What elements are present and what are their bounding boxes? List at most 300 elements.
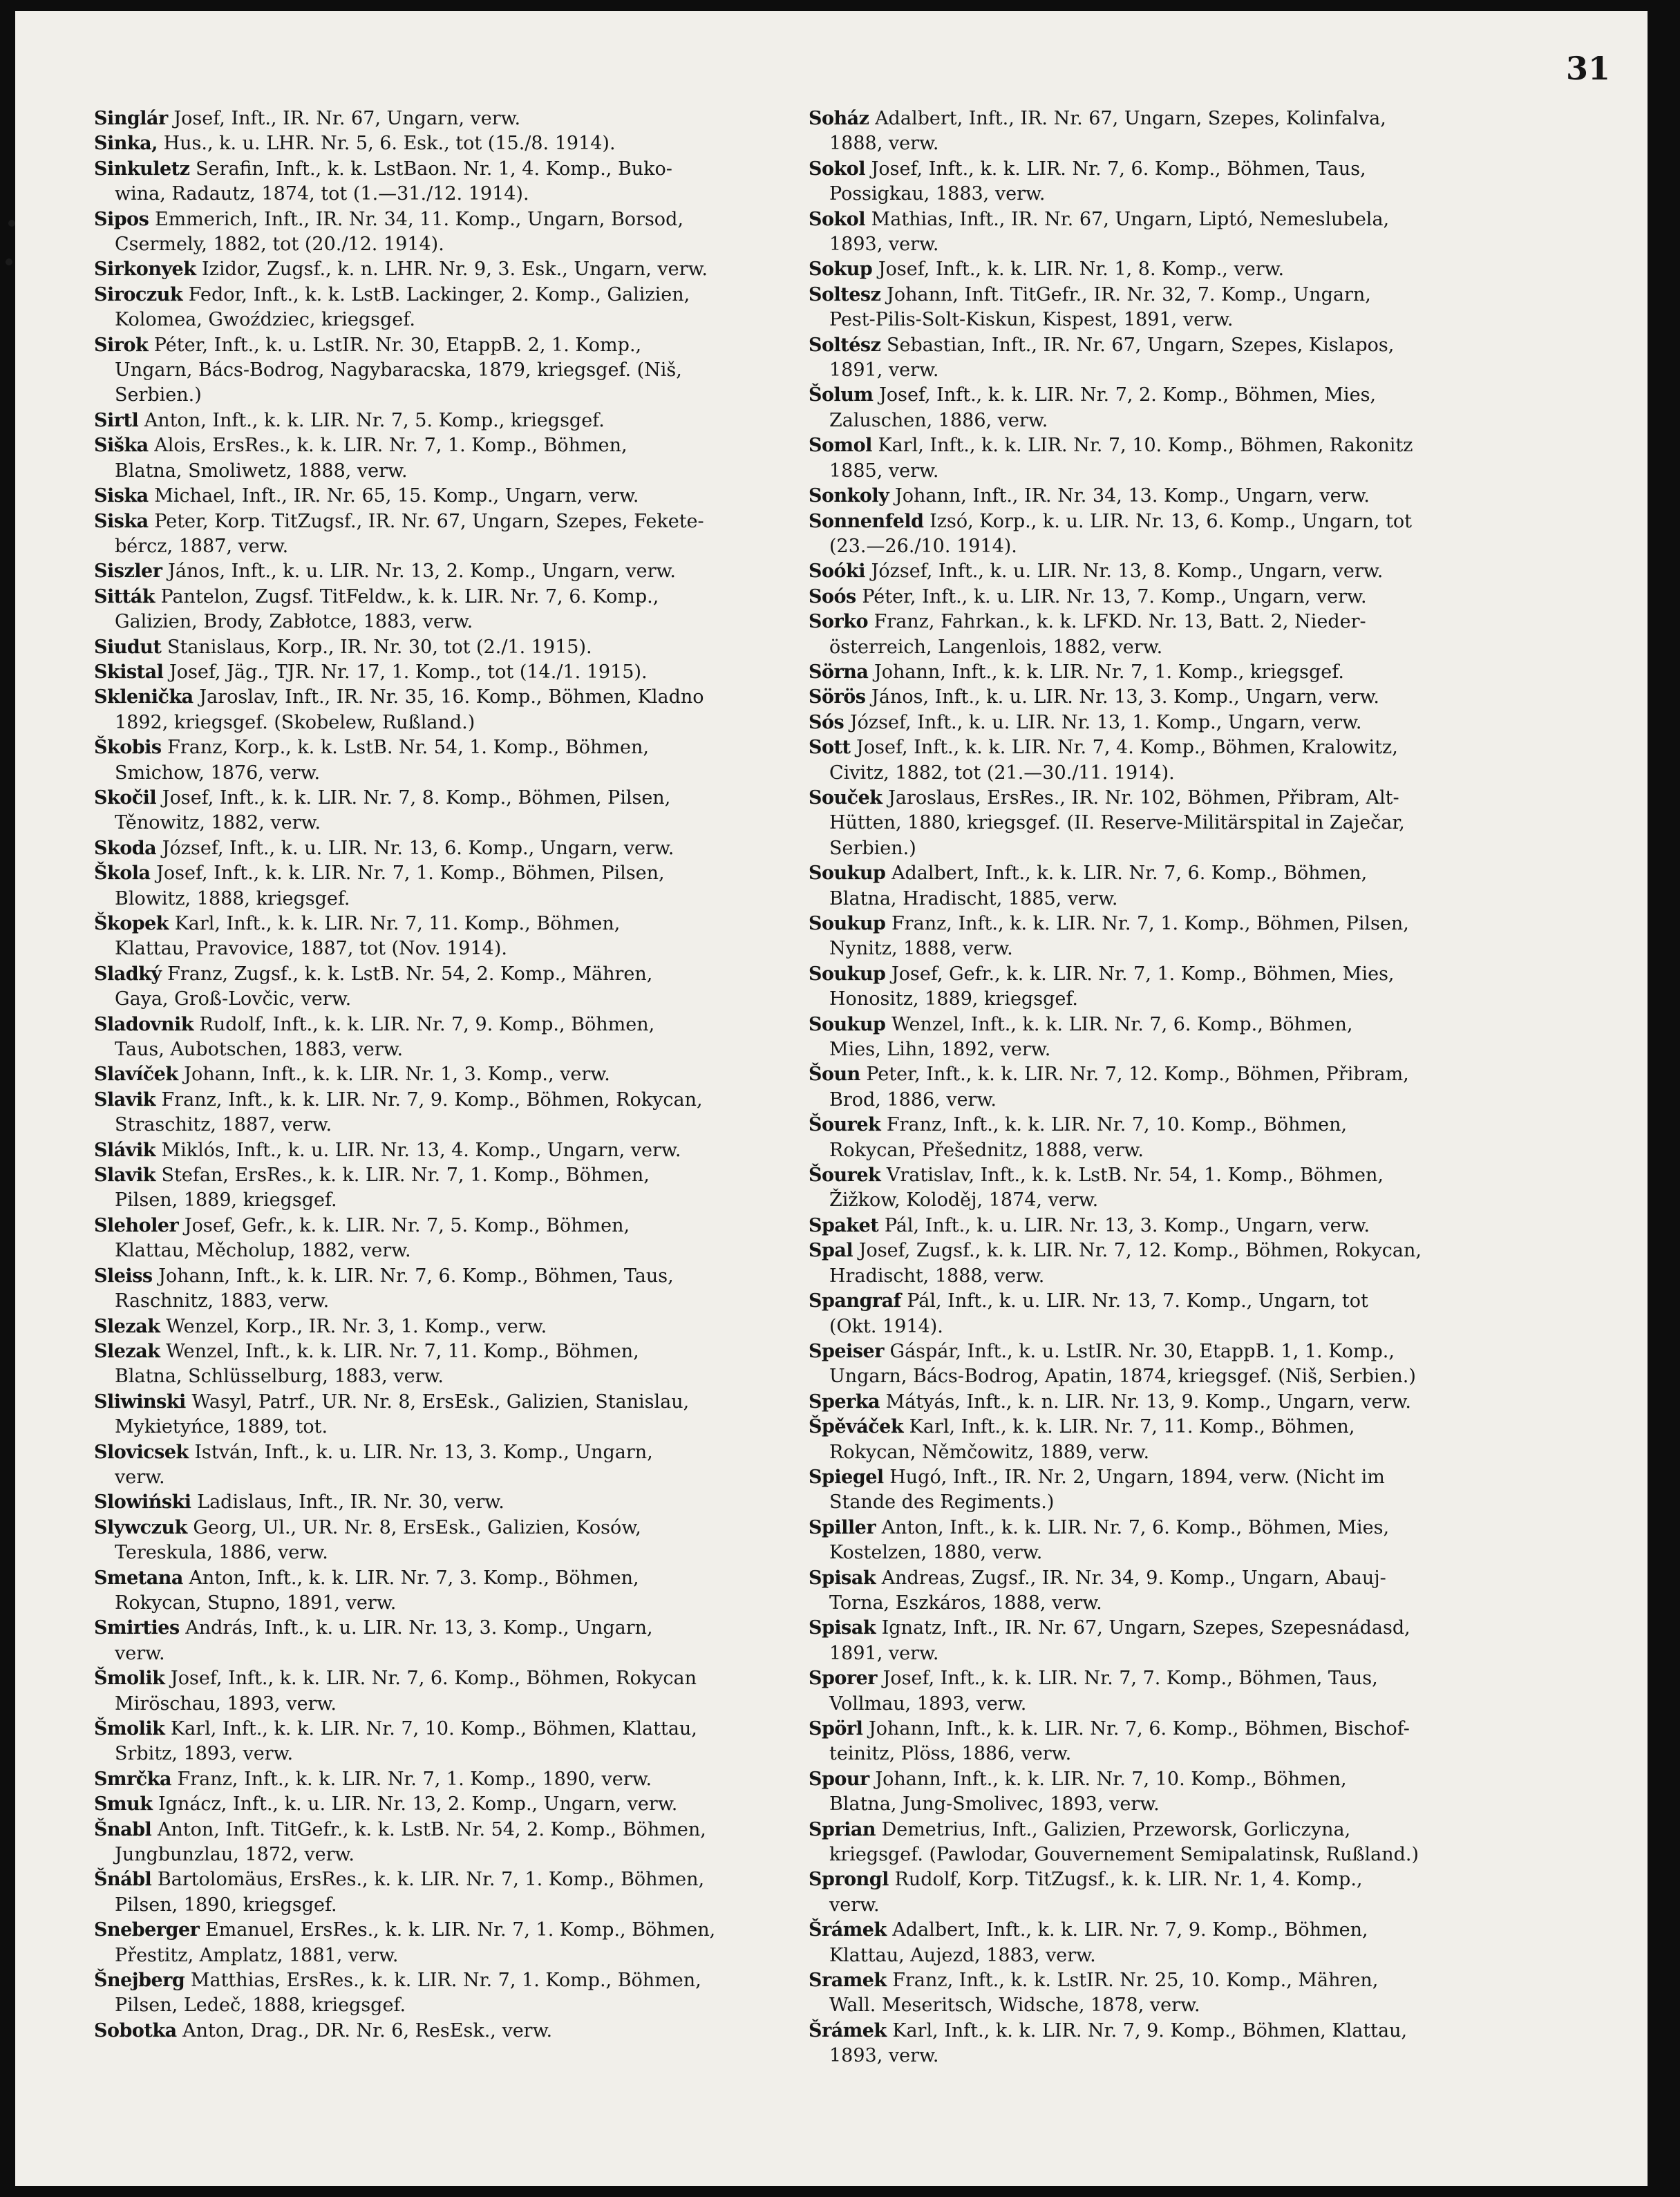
register-entry [94,1616,810,1666]
entry-first-line [809,1918,1525,1943]
entry-text: Blatna, Smoliwetz, 1888, verw. [115,460,408,482]
register-entry [94,660,810,685]
entry-continuation-line [809,1364,1525,1389]
entry-text: Ungarn, Bács-Bodrog, Nagybaracska, 1879, kriegsgef. (Niš, [115,359,682,381]
entry-text: Karl, Inft., k. k. LIR. Nr. 7, 10. Komp., Böhmen, Klattau, [170,1718,697,1739]
entry-first-line [94,1867,810,1892]
entry-continuation-line [809,2044,1525,2068]
entry-text: Franz, Korp., k. k. LstB. Nr. 54, 1. Komp., Böhmen, [167,737,649,759]
entry-first-line [94,408,810,433]
entry-continuation-line [94,987,810,1012]
register-entry [94,1516,810,1566]
register-entry [809,207,1525,258]
entry-surname: Slávik [94,1139,155,1161]
entry-continuation-line [94,1238,810,1263]
entry-continuation-line [809,232,1525,257]
entry-text: 1891, verw. [829,1642,939,1664]
entry-continuation-line [94,1364,810,1389]
register-entry [94,433,810,484]
register-entry [809,585,1525,610]
entry-text: Hradischt, 1888, verw. [829,1265,1045,1287]
entry-text: 1893, verw. [829,234,939,256]
entry-text: Mies, Lihn, 1892, verw. [829,1039,1051,1061]
register-entry [94,1062,810,1087]
entry-continuation-line [94,1188,810,1213]
entry-first-line [94,433,810,458]
entry-first-line [94,257,810,282]
margin-dot [8,220,15,227]
entry-text: Blatna, Hradischt, 1885, verw. [829,887,1118,909]
entry-text: Johann, Inft., k. k. LIR. Nr. 7, 1. Komp., kriegsgef. [874,661,1344,683]
entry-continuation-line [809,1893,1525,1918]
entry-text: Franz, Zugsf., k. k. LstB. Nr. 54, 2. Komp., Mähren, [167,963,653,985]
margin-dot [6,258,12,265]
register-entry [809,710,1525,735]
entry-text: Sebastian, Inft., IR. Nr. 67, Ungarn, Szepes, Kislapos, [887,334,1395,356]
entry-text: János, Inft., k. u. LIR. Nr. 13, 2. Komp., Ungarn, verw. [168,560,676,583]
document-page [15,11,1648,2186]
entry-surname: Slezak [94,1340,160,1362]
entry-surname: Sladovnik [94,1013,194,1035]
entry-surname: Souček [809,786,883,809]
entry-text: Pantelon, Zugsf. TitFeldw., k. k. LIR. Nr. 7, 6. Komp., [160,585,659,607]
register-entry [809,509,1525,560]
register-entry [94,962,810,1012]
register-entry [809,660,1525,685]
entry-text: Adalbert, Inft., k. k. LIR. Nr. 7, 9. Komp., Böhmen, [892,1919,1368,1941]
entry-text: Franz, Fahrkan., k. k. LFKD. Nr. 13, Batt. 2, Nieder- [874,611,1366,633]
entry-continuation-line [94,811,810,836]
register-entry [94,333,810,408]
entry-surname: Sperka [809,1390,880,1413]
entry-surname: Sokol [809,158,865,180]
entry-text: verw. [829,1894,880,1916]
register-entry [94,131,810,156]
entry-surname: Spisak [809,1617,876,1639]
entry-first-line [94,1012,810,1037]
entry-text: Karl, Inft., k. k. LIR. Nr. 7, 11. Komp., Böhmen, [909,1416,1355,1438]
entry-continuation-line [809,887,1525,912]
register-entry [809,1465,1525,1516]
entry-first-line [94,1062,810,1087]
entry-surname: Spaket [809,1214,879,1236]
entry-first-line [809,484,1525,509]
entry-first-line [94,1566,810,1591]
entry-text: Josef, Gefr., k. k. LIR. Nr. 7, 1. Komp., Böhmen, Mies, [891,963,1395,985]
right-column [809,106,1525,2069]
entry-continuation-line [94,1842,810,1867]
entry-first-line [809,1616,1525,1641]
entry-continuation-line [94,1540,810,1565]
entry-continuation-line [809,131,1525,156]
register-entry [94,1792,810,1817]
entry-surname: Slavik [94,1164,155,1187]
entry-continuation-line [809,1440,1525,1465]
entry-text: Kostelzen, 1880, verw. [829,1542,1043,1564]
register-entry [94,559,810,584]
entry-text: Josef, Inft., k. k. LIR. Nr. 7, 4. Komp., Böhmen, Kralowitz, [856,737,1398,759]
entry-first-line [94,1163,810,1188]
entry-text: Josef, Inft., k. k. LIR. Nr. 7, 7. Komp., Böhmen, Taus, [883,1668,1378,1690]
entry-surname: Skočil [94,786,157,809]
entry-first-line [94,106,810,131]
entry-first-line [809,962,1525,987]
entry-continuation-line [809,308,1525,332]
register-entry [94,1818,810,1868]
entry-text: Pál, Inft., k. u. LIR. Nr. 13, 3. Komp., Ungarn, verw. [884,1214,1370,1236]
register-entry [809,1339,1525,1390]
entry-text: Honositz, 1889, kriegsgef. [829,988,1078,1010]
entry-surname: Sleiss [94,1265,153,1287]
entry-text: Josef, Inft., k. k. LIR. Nr. 7, 6. Komp., Böhmen, Taus, [871,158,1366,180]
entry-text: Peter, Inft., k. k. LIR. Nr. 7, 12. Komp., Böhmen, Přibram, [866,1064,1409,1086]
entry-first-line [94,1717,810,1742]
entry-surname: Skoda [94,837,157,859]
entry-text: Demetrius, Inft., Galizien, Przeworsk, Gorliczyna, [881,1818,1351,1840]
register-entry [809,1818,1525,1868]
entry-text: Srbitz, 1893, verw. [115,1743,294,1765]
entry-text: Péter, Inft., k. u. LIR. Nr. 13, 7. Komp., Ungarn, verw. [862,585,1367,607]
entry-text: Georg, Ul., UR. Nr. 8, ErsEsk., Galizien, Kosów, [193,1516,641,1538]
entry-surname: Sokup [809,258,873,281]
entry-text: Straschitz, 1887, verw. [115,1114,332,1136]
entry-surname: Sobotka [94,2019,177,2042]
entry-surname: Siska [94,485,149,507]
register-entry [809,1390,1525,1415]
entry-first-line [94,1490,810,1515]
entry-text: Miröschau, 1893, verw. [115,1692,337,1715]
entry-text: Ignácz, Inft., k. u. LIR. Nr. 13, 2. Komp., Ungarn, verw. [158,1793,678,1816]
entry-first-line [94,509,810,534]
register-entry [94,1717,810,1767]
entry-surname: Spal [809,1240,853,1262]
entry-continuation-line [94,383,810,408]
register-entry [94,836,810,861]
entry-surname: Soukup [809,963,886,985]
entry-surname: Smirties [94,1617,180,1639]
entry-first-line [809,660,1525,685]
entry-surname: Sörös [809,686,866,708]
register-entry [809,1616,1525,1666]
entry-text: Franz, Inft., k. k. LstIR. Nr. 25, 10. Komp., Mähren, [892,1970,1379,1992]
register-entry [809,1717,1525,1767]
entry-text: Blowitz, 1888, kriegsgef. [115,887,350,909]
entry-text: teinitz, Plöss, 1886, verw. [829,1743,1072,1765]
entry-surname: Siudut [94,636,162,658]
entry-text: Taus, Aubotschen, 1883, verw. [115,1039,404,1061]
entry-surname: Sitták [94,585,155,607]
entry-continuation-line [809,761,1525,786]
entry-text: Brod, 1886, verw. [829,1088,997,1111]
entry-first-line [809,1818,1525,1842]
register-entry [94,106,810,131]
entry-text: Ignatz, Inft., IR. Nr. 67, Ungarn, Szepes, Szepesnádasd, [881,1617,1410,1639]
entry-surname: Sneberger [94,1919,200,1941]
entry-surname: Soós [809,585,856,607]
entry-surname: Sirkonyek [94,258,196,281]
register-entry [94,1440,810,1491]
entry-first-line [94,1264,810,1289]
register-entry [809,861,1525,912]
entry-first-line [94,585,810,610]
entry-continuation-line [94,1742,810,1766]
entry-surname: Smuk [94,1793,153,1816]
entry-text: János, Inft., k. u. LIR. Nr. 13, 3. Komp., Ungarn, verw. [871,686,1379,708]
entry-continuation-line [94,308,810,332]
entry-text: Emmerich, Inft., IR. Nr. 34, 11. Komp., Ungarn, Borsod, [154,208,683,230]
entry-continuation-line [94,1591,810,1616]
entry-continuation-line [94,610,810,634]
entry-surname: Speiser [809,1340,884,1362]
register-entry [94,157,810,207]
entry-surname: Šoun [809,1064,860,1086]
entry-first-line [809,1339,1525,1364]
entry-first-line [94,660,810,685]
entry-surname: Siszler [94,560,162,583]
entry-first-line [94,1918,810,1943]
entry-text: Pilsen, 1889, kriegsgef. [115,1189,337,1211]
entry-text: Josef, Inft., IR. Nr. 67, Ungarn, verw. [173,108,521,129]
entry-surname: Sramek [809,1970,887,1992]
register-entry [809,2019,1525,2069]
entry-surname: Šrámek [809,1919,887,1941]
entry-text: Klattau, Pravovice, 1887, tot (Nov. 1914). [115,938,507,960]
entry-surname: Siška [94,435,149,457]
entry-text: kriegsgef. (Pawlodar, Gouvernement Semipalatinsk, Rußland.) [829,1844,1419,1866]
entry-text: Anton, Inft., k. k. LIR. Nr. 7, 5. Komp., kriegsgef. [144,409,605,431]
entry-continuation-line [809,1188,1525,1213]
entry-first-line [809,710,1525,735]
register-entry [94,1566,810,1616]
entry-surname: Spiegel [809,1466,884,1488]
entry-surname: Spour [809,1768,869,1790]
entry-surname: Slezak [94,1315,160,1337]
entry-surname: Šnabl [94,1818,152,1840]
entry-text: Karl, Inft., k. k. LIR. Nr. 7, 9. Komp., Böhmen, Klattau, [892,2019,1408,2042]
entry-first-line [809,2019,1525,2044]
entry-surname: Soukup [809,1013,886,1035]
entry-text: Hus., k. u. LHR. Nr. 5, 6. Esk., tot (15./8. 1914). [163,133,616,155]
entry-first-line [94,157,810,182]
entry-continuation-line [809,987,1525,1012]
register-entry [94,1918,810,1968]
register-entry [809,1289,1525,1339]
entry-text: 1892, kriegsgef. (Skobelew, Rußland.) [115,711,475,733]
register-entry [809,1566,1525,1616]
entry-first-line [94,2019,810,2044]
register-entry [94,1214,810,1264]
entry-first-line [809,1717,1525,1742]
entry-surname: Spörl [809,1718,863,1739]
register-entry [94,585,810,635]
entry-text: Franz, Inft., k. k. LIR. Nr. 7, 1. Komp., Böhmen, Pilsen, [891,913,1409,934]
register-entry [809,1968,1525,2019]
entry-surname: Šrámek [809,2019,887,2042]
entry-text: Zaluschen, 1886, verw. [829,409,1048,431]
entry-surname: Smrčka [94,1768,171,1790]
entry-surname: Sirok [94,334,149,356]
entry-text: verw. [115,1466,165,1488]
entry-text: Serafin, Inft., k. k. LstBaon. Nr. 1, 4. Komp., Buko- [196,158,672,180]
entry-text: 1891, verw. [829,359,939,381]
entry-text: bércz, 1887, verw. [115,535,289,557]
entry-continuation-line [94,1893,810,1918]
entry-first-line [809,1238,1525,1263]
entry-continuation-line [809,1842,1525,1867]
register-entry [809,1238,1525,1289]
entry-text: Hugó, Inft., IR. Nr. 2, Ungarn, 1894, verw. (Nicht im [889,1466,1385,1488]
entry-text: Josef, Inft., k. k. LIR. Nr. 7, 1. Komp., Böhmen, Pilsen, [156,862,665,885]
entry-text: Rudolf, Korp. TitZugsf., k. k. LIR. Nr. 1, 4. Komp., [894,1869,1363,1891]
entry-first-line [94,1616,810,1641]
entry-surname: Sott [809,737,851,759]
register-entry [94,1088,810,1138]
register-entry [809,912,1525,962]
register-entry [809,484,1525,509]
entry-text: Klattau, Měcholup, 1882, verw. [115,1240,411,1262]
entry-continuation-line [809,1792,1525,1817]
entry-continuation-line [809,811,1525,836]
entry-continuation-line [809,1540,1525,1565]
entry-text: Possigkau, 1883, verw. [829,183,1046,205]
entry-continuation-line [94,1993,810,2018]
entry-continuation-line [94,1641,810,1666]
entry-continuation-line [809,1993,1525,2018]
entry-text: Adalbert, Inft., IR. Nr. 67, Ungarn, Szepes, Kolinfalva, [875,108,1386,129]
entry-continuation-line [809,1314,1525,1339]
entry-first-line [809,735,1525,760]
entry-text: Ladislaus, Inft., IR. Nr. 30, verw. [197,1491,504,1514]
entry-text: Těnowitz, 1882, verw. [115,812,321,834]
entry-first-line [94,962,810,987]
entry-first-line [94,1767,810,1792]
entry-first-line [94,1214,810,1238]
entry-text: 1888, verw. [829,133,939,155]
entry-text: Blatna, Schlüsselburg, 1883, verw. [115,1366,444,1388]
entry-continuation-line [94,761,810,786]
register-entry [809,786,1525,861]
entry-continuation-line [809,1641,1525,1666]
register-entry [94,484,810,509]
entry-surname: Soóki [809,560,865,583]
entry-first-line [94,1792,810,1817]
entry-first-line [94,786,810,811]
entry-text: Wall. Meseritsch, Widsche, 1878, verw. [829,1995,1200,2017]
entry-first-line [809,433,1525,458]
entry-text: Rokycan, Němčowitz, 1889, verw. [829,1441,1150,1463]
entry-text: Civitz, 1882, tot (21.—30./11. 1914). [829,762,1175,784]
entry-first-line [809,1867,1525,1892]
entry-text: Přestitz, Amplatz, 1881, verw. [115,1944,399,1966]
entry-surname: Spiller [809,1516,876,1538]
entry-first-line [809,1415,1525,1440]
entry-text: Rokycan, Přešednitz, 1888, verw. [829,1139,1144,1161]
entry-surname: Sprongl [809,1869,889,1891]
entry-continuation-line [94,1692,810,1717]
entry-continuation-line [94,710,810,735]
entry-first-line [809,383,1525,408]
entry-continuation-line [809,1138,1525,1163]
entry-text: Franz, Inft., k. k. LIR. Nr. 7, 1. Komp., 1890, verw. [177,1768,652,1790]
entry-continuation-line [94,534,810,559]
entry-text: Johann, Inft., IR. Nr. 34, 13. Komp., Ungarn, verw. [894,485,1370,507]
entry-text: Pilsen, 1890, kriegsgef. [115,1894,337,1916]
register-entry [94,257,810,282]
entry-first-line [809,559,1525,584]
entry-text: Vollmau, 1893, verw. [829,1692,1027,1715]
entry-first-line [809,1214,1525,1238]
entry-continuation-line [809,358,1525,383]
entry-text: Rokycan, Stupno, 1891, verw. [115,1592,397,1614]
entry-first-line [94,1138,810,1163]
entry-first-line [94,912,810,936]
entry-text: Josef, Jäg., TJR. Nr. 17, 1. Komp., tot (14./1. 1915). [169,661,648,683]
register-entry [94,735,810,786]
entry-first-line [94,1818,810,1842]
entry-first-line [94,1390,810,1415]
entry-surname: Siroczuk [94,283,183,305]
entry-surname: Sipos [94,208,149,230]
entry-first-line [809,786,1525,811]
entry-first-line [809,257,1525,282]
entry-text: Hütten, 1880, kriegsgef. (II. Reserve-Militärspital in Zaječar, [829,812,1405,834]
register-entry [809,559,1525,584]
entry-first-line [809,207,1525,232]
entry-continuation-line [809,1692,1525,1717]
register-entry [94,1012,810,1063]
register-entry [809,157,1525,207]
entry-text: Izidor, Zugsf., k. n. LHR. Nr. 9, 3. Esk., Ungarn, verw. [202,258,708,281]
entry-text: Anton, Drag., DR. Nr. 6, ResEsk., verw. [182,2019,553,2042]
entry-surname: Šmolik [94,1718,165,1739]
register-entry [94,1490,810,1515]
register-entry [94,912,810,962]
entry-text: Csermely, 1882, tot (20./12. 1914). [115,234,444,256]
entry-text: Johann, Inft., k. k. LIR. Nr. 7, 6. Komp., Böhmen, Taus, [158,1265,674,1287]
entry-text: Kolomea, Gwoździec, kriegsgef. [115,309,415,331]
entry-continuation-line [809,635,1525,660]
entry-text: Izsó, Korp., k. u. LIR. Nr. 13, 6. Komp., Ungarn, tot [929,510,1412,532]
entry-text: Pilsen, Ledeč, 1888, kriegsgef. [115,1995,406,2017]
entry-surname: Slovicsek [94,1441,189,1463]
entry-surname: Sinkuletz [94,158,190,180]
register-entry [809,1214,1525,1238]
entry-surname: Sokol [809,208,865,230]
entry-text: Alois, ErsRes., k. k. LIR. Nr. 7, 1. Komp., Böhmen, [154,435,627,457]
entry-text: Fedor, Inft., k. k. LstB. Lackinger, 2. Komp., Galizien, [188,283,690,305]
register-entry [809,106,1525,157]
entry-first-line [809,106,1525,131]
entry-text: Emanuel, ErsRes., k. k. LIR. Nr. 7, 1. Komp., Böhmen, [205,1919,716,1941]
register-entry [809,433,1525,484]
entry-continuation-line [94,1289,810,1314]
register-entry [809,1666,1525,1717]
entry-text: Klattau, Aujezd, 1883, verw. [829,1944,1096,1966]
entry-first-line [809,333,1525,358]
entry-text: Adalbert, Inft., k. k. LIR. Nr. 7, 6. Komp., Böhmen, [891,862,1368,885]
entry-text: Josef, Inft., k. k. LIR. Nr. 1, 8. Komp., verw. [878,258,1285,281]
entry-surname: Sleholer [94,1214,179,1236]
register-entry [94,1314,810,1339]
entry-text: István, Inft., k. u. LIR. Nr. 13, 3. Komp., Ungarn, [194,1441,653,1463]
entry-first-line [809,912,1525,936]
entry-first-line [94,1339,810,1364]
entry-text: Wenzel, Korp., IR. Nr. 3, 1. Komp., verw. [166,1315,547,1337]
register-entry [94,635,810,660]
entry-surname: Škola [94,862,151,885]
entry-first-line [809,610,1525,634]
entry-text: Vratislav, Inft., k. k. LstB. Nr. 54, 1. Komp., Böhmen, [886,1164,1384,1187]
